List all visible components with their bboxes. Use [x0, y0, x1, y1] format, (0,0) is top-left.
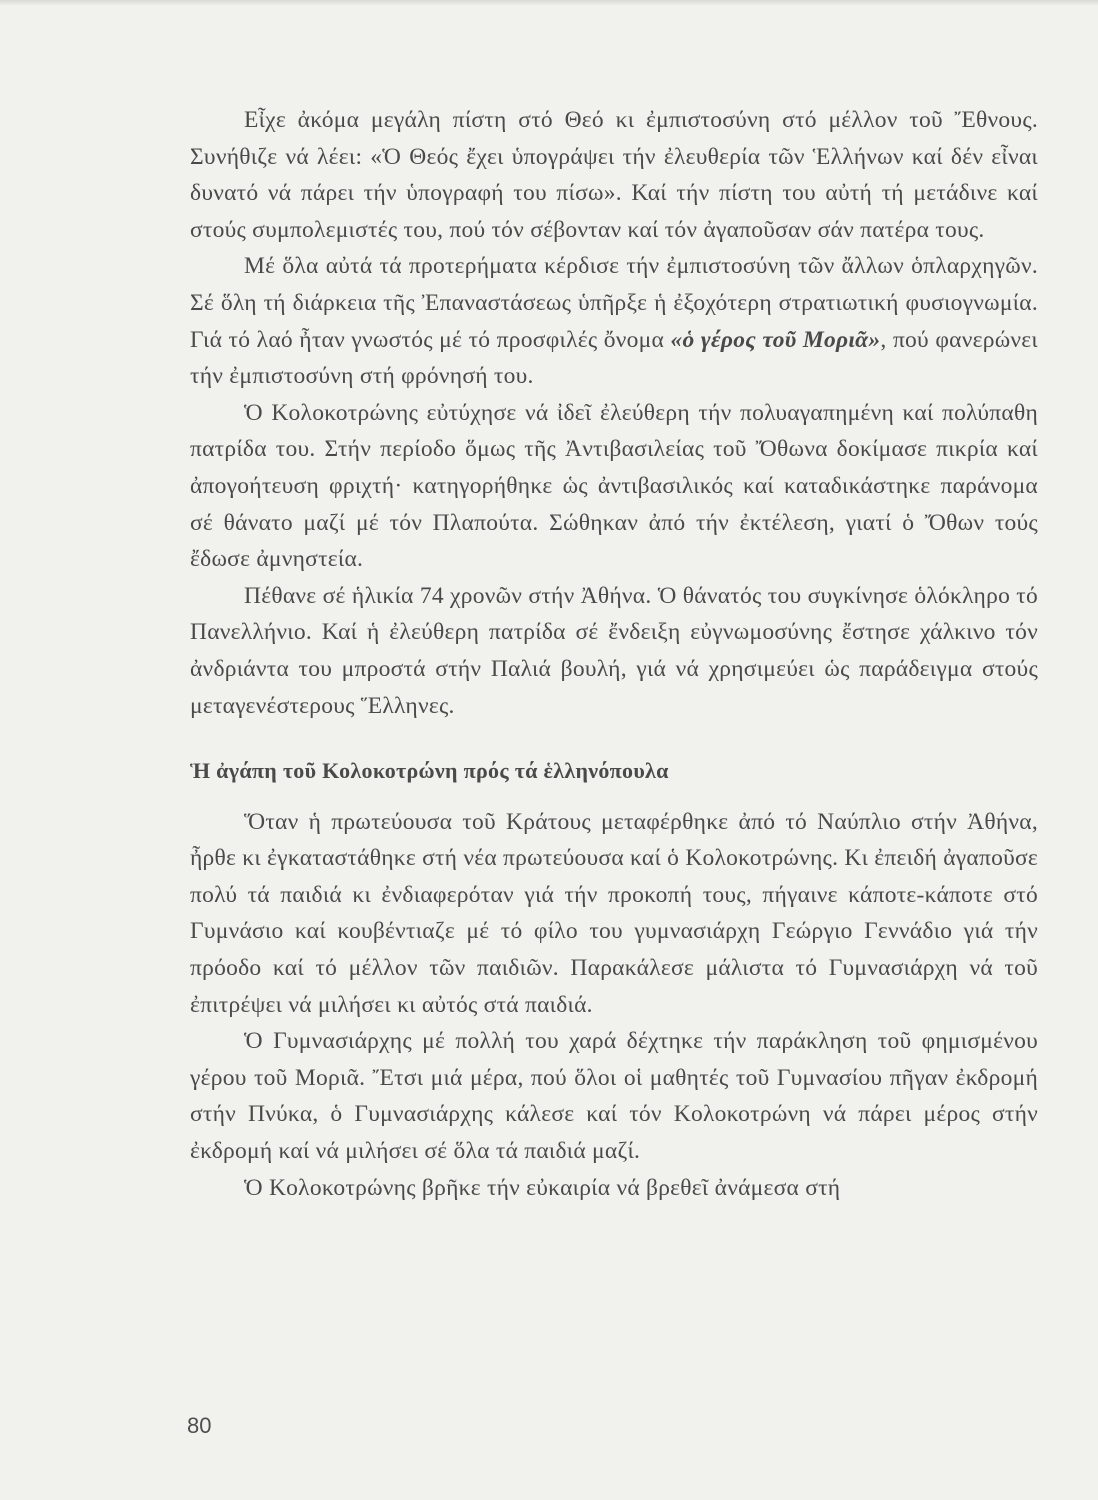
paragraph-death: Πέθανε σέ ἡλικία 74 χρονῶν στήν Ἀθήνα. Ὁ θάνατός του συγκίνησε ὁλόκληρο τό Πανελλήνιο. Καί ἡ ἐλεύθερη πατρίδα σέ ἔνδειξη εὐγνωμοσύνης ἔστησε χάλκινο τόν ἀνδριάντα του μπροστά στήν Παλιά βουλή, γιά νά χρησιμεύει ὡς παράδειγμα στούς μεταγενέστερους Ἕλληνες. [190, 582, 1038, 719]
paragraph-gymnasium: Ὅταν ἡ πρωτεύουσα τοῦ Κράτους μεταφέρθηκε ἀπό τό Ναύπλιο στήν Ἀθήνα, ἦρθε κι ἐγκαταστάθηκε στή νέα πρωτεύουσα καί ὁ Κολοκοτρώνης. Κι ἐπειδή ἀγαποῦσε πολύ τά παιδιά κι ἐνδιαφερόταν γιά τήν προκοπή τους, πήγαινε κάποτε-κάποτε στό Γυμνάσιο καί κουβέντιαζε μέ τό φίλο του γυμνασιάρχη Γεώργιο Γεννάδιο γιά τήν πρόοδο καί τό μέλλον τῶν παιδιῶν. Παρακάλεσε μάλιστα τό Γυμνασιάρχη νά τοῦ ἐπιτρέψει νά μιλήσει κι αὐτός στά παιδιά. [190, 808, 1038, 1018]
paragraph-faith: Εἶχε ἀκόμα μεγάλη πίστη στό Θεό κι ἐμπιστοσύνη στό μέλλον τοῦ Ἔθνους. Συνήθιζε νά λέει: «Ὁ Θεός ἔχει ὑπογράψει τήν ἐλευθερία τῶν Ἑλλήνων καί δέν εἶναι δυνατό νά πάρει τήν ὑπογραφή του πίσω». Καί τήν πίστη του αὐτή τή μετάδινε καί στούς συμπολεμιστές του, πού τόν σέβονταν καί τόν ἀγαποῦσαν σάν πατέρα τους. [190, 107, 1038, 243]
paragraph-virtues-text-start: Μέ ὅλα αὐτά τά προτερήματα κέρδισε τήν ἐμπιστοσύνη τῶν ἄλλων ὁπλαρχηγῶν. Σέ ὅλη τή διάρκεια τῆς Ἐπαναστάσεως ὑπῆρξε ἡ ἐξοχότερη στρατιωτική φυσιογνωμία. Γιά τό λαό ἦταν γνωστός μέ τό προσφιλές ὄνομα [190, 253, 1038, 353]
page-text [190, 102, 1038, 1206]
page-top-edge [0, 0, 1098, 6]
paragraph-virtues-text-end: , πού φανερώνει τήν ἐμπιστοσύνη στή φρόνησή του. [190, 326, 1038, 390]
section-heading: Ἡ ἀγάπη τοῦ Κολοκοτρώνη πρός τά ἑλληνόπουλα [190, 758, 669, 784]
paragraph-regency: Ὁ Κολοκοτρώνης εὐτύχησε νά ἰδεῖ ἐλεύθερη τήν πολυαγαπημένη καί πολύπαθη πατρίδα του. Στήν περίοδο ὅμως τῆς Ἀντιβασιλείας τοῦ Ὄθωνα δοκίμασε πικρία καί ἀπογοήτευση φριχτή· κατηγορήθηκε ὡς ἀντιβασιλικός καί καταδικάστηκε παράνομα σέ θάνατο μαζί μέ τόν Πλαπούτα. Σώθηκαν ἀπό τήν ἐκτέλεση, γιατί ὁ Ὄθων τούς ἔδωσε ἀμνηστεία. [190, 399, 1038, 573]
paragraph-excursion: Ὁ Γυμνασιάρχης μέ πολλή του χαρά δέχτηκε τήν παράκληση τοῦ φημισμένου γέρου τοῦ Μοριᾶ. Ἔτσι μιά μέρα, πού ὅλοι οἱ μαθητές τοῦ Γυμνασίου πῆγαν ἐκδρομή στήν Πνύκα, ὁ Γυμνασιάρχης κάλεσε καί τόν Κολοκοτρώνη νά πάρει μέρος στήν ἐκδρομή καί νά μιλήσει σέ ὅλα τά παιδιά μαζί. [190, 1028, 1038, 1165]
paragraph-opportunity: Ὁ Κολοκοτρώνης βρῆκε τήν εὐκαιρία νά βρεθεῖ ἀνάμεσα στή [244, 1174, 841, 1201]
paragraph-virtues [190, 248, 1038, 394]
page-number: 80 [187, 1413, 212, 1438]
nickname-emphasis: «ὁ γέρος τοῦ Μοριᾶ» [670, 326, 881, 353]
